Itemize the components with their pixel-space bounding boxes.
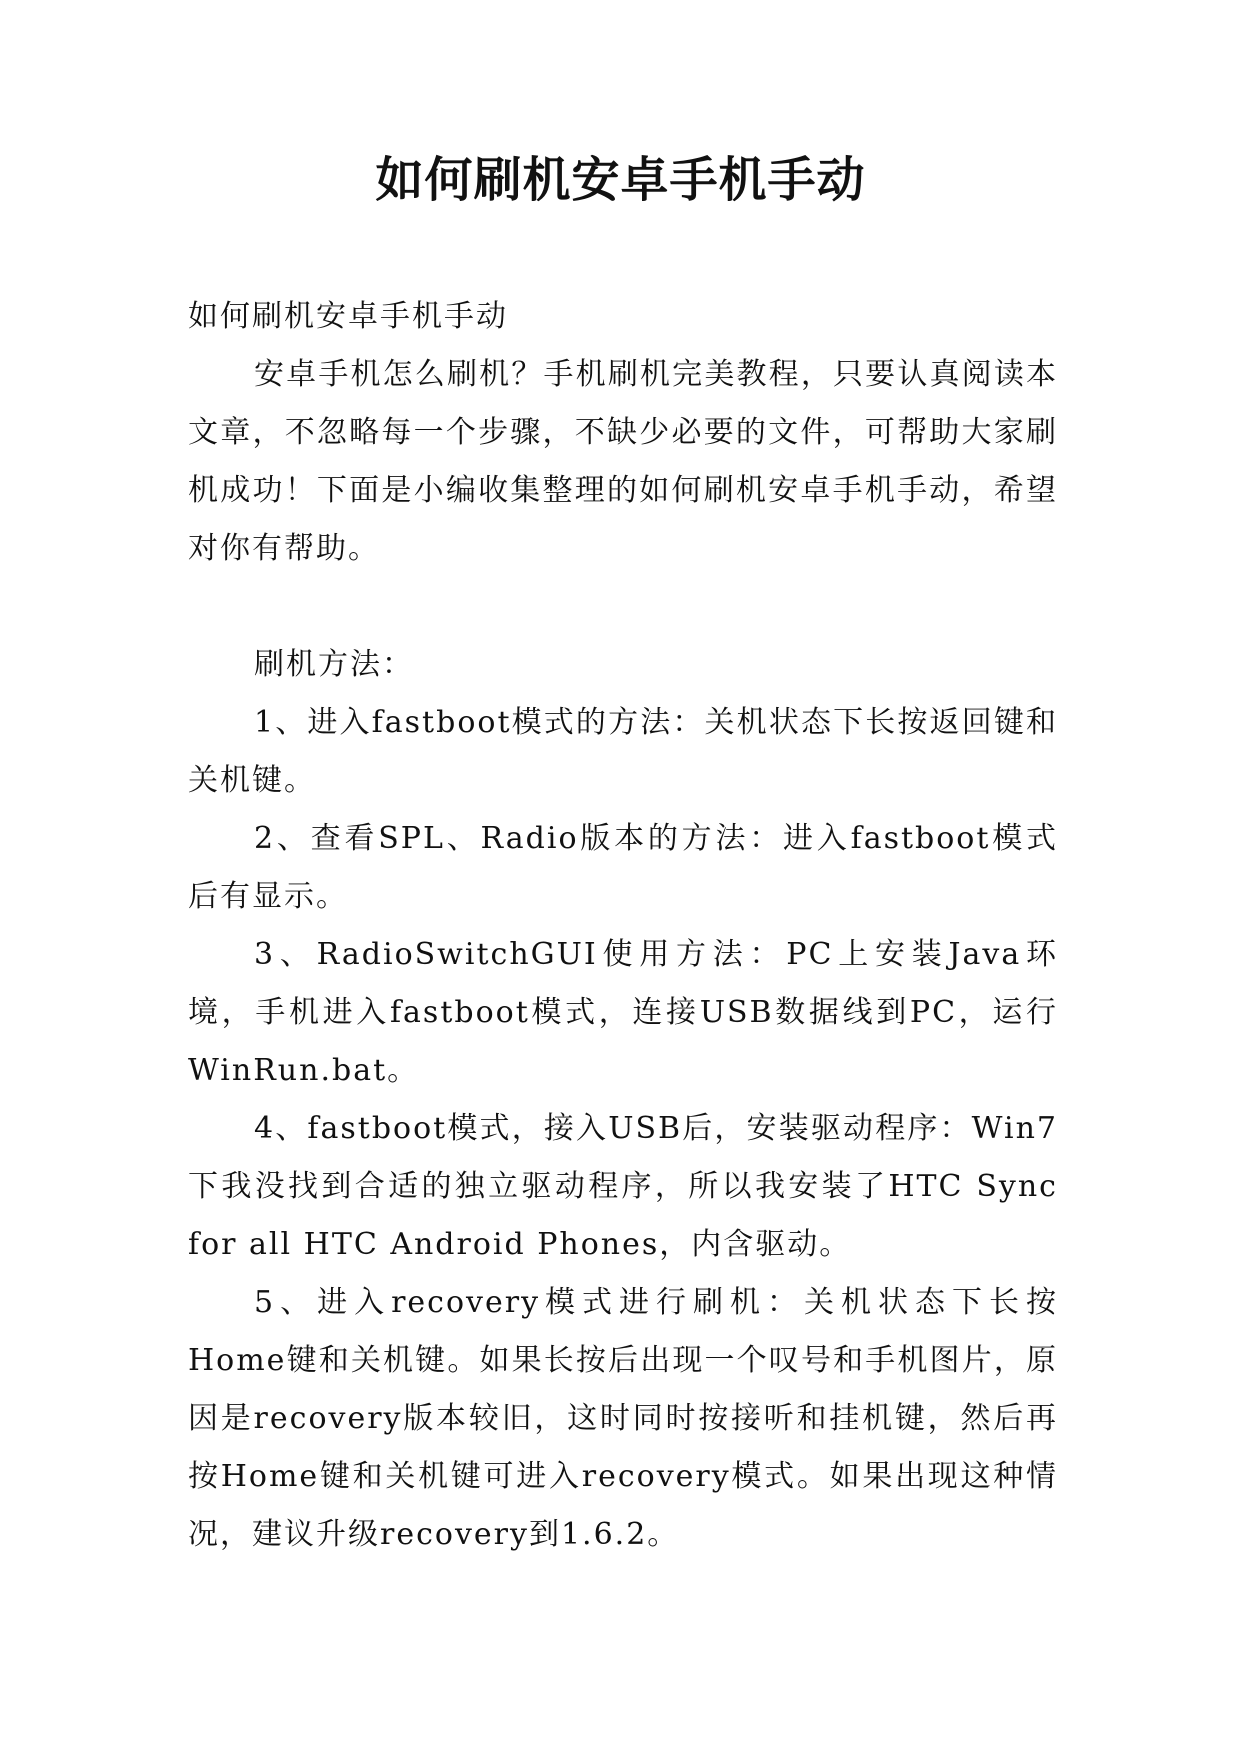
step-2: 2、查看SPL、Radio版本的方法：进入fastboot模式后有显示。 [188,821,1058,914]
paragraph-spacer [188,578,1058,636]
document-body [188,288,1058,1564]
method-heading: 刷机方法： [254,647,414,682]
document-title: 如何刷机安卓手机手动 [375,152,866,208]
step-5: 5、进入recovery模式进行刷机：关机状态下长按Home键和关机键。如果长按后出现一个叹号和手机图片，原因是recovery版本较旧，这时同时按接听和挂机键，然后再按Home键和关机键可进入recovery模式。如果出现这种情况，建议升级recovery到1.6.2。 [188,1285,1058,1552]
document-subtitle: 如何刷机安卓手机手动 [188,299,508,334]
intro-paragraph: 安卓手机怎么刷机？手机刷机完美教程，只要认真阅读本文章，不忽略每一个步骤，不缺少必要的文件，可帮助大家刷机成功！下面是小编收集整理的如何刷机安卓手机手动，希望对你有帮助。 [188,357,1058,566]
step-3: 3、RadioSwitchGUI使用方法：PC上安装Java环境，手机进入fastboot模式，连接USB数据线到PC，运行WinRun.bat。 [188,937,1058,1088]
step-4: 4、fastboot模式，接入USB后，安装驱动程序：Win7下我没找到合适的独立驱动程序，所以我安装了HTC Sync for all HTC Android Phones，内含驱动。 [188,1111,1058,1262]
step-1: 1、进入fastboot模式的方法：关机状态下长按返回键和关机键。 [188,705,1058,798]
